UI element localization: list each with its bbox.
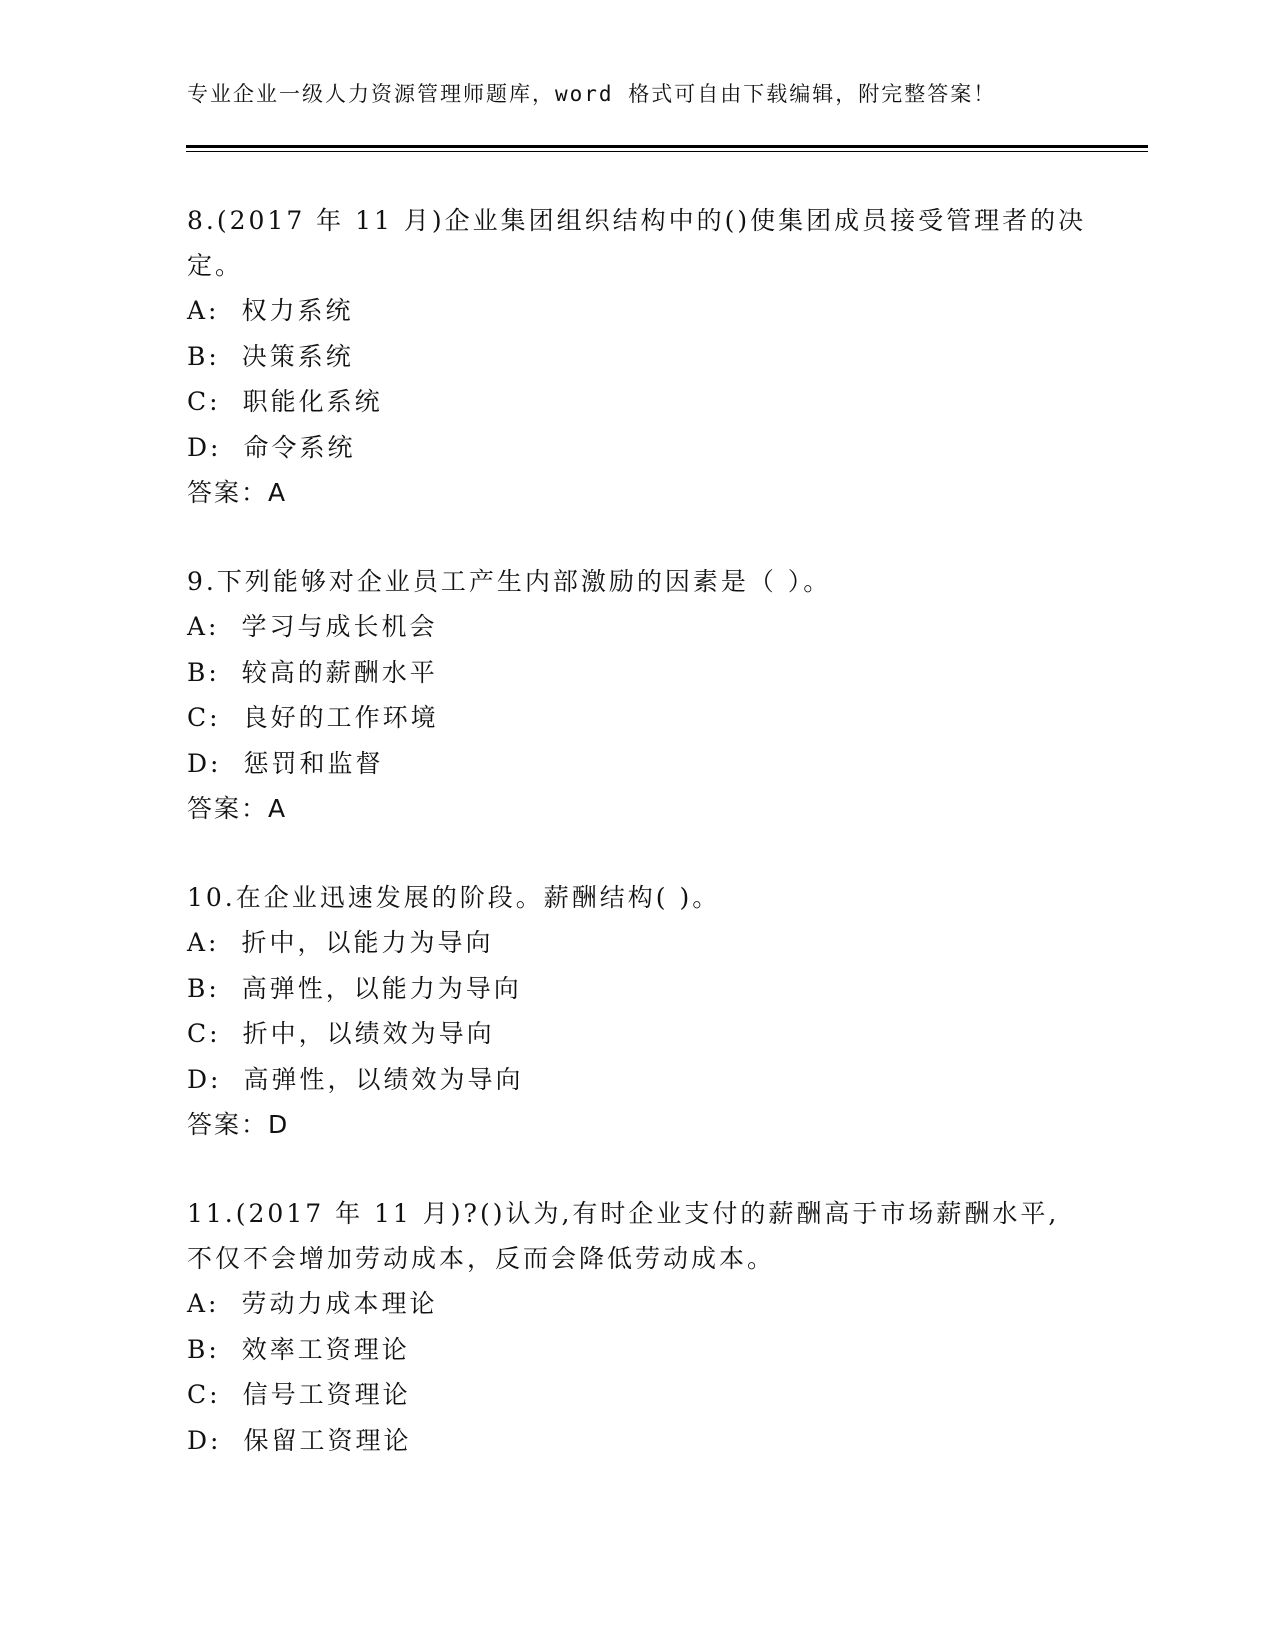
option-text: 信号工资理论 <box>242 1380 411 1409</box>
answer-line <box>187 1102 1087 1147</box>
option-letter: A: <box>187 928 220 957</box>
question-11 <box>187 1191 1087 1463</box>
option-text: 高弹性，以绩效为导向 <box>243 1064 524 1094</box>
answer-label: 答案： <box>187 1110 269 1139</box>
question-list <box>187 198 1087 1507</box>
answer-value: D <box>268 1110 290 1139</box>
question-stem: 9.下列能够对企业员工产生内部激励的因素是（ ）。 <box>187 567 832 596</box>
option-c <box>187 379 1087 425</box>
option-letter: C: <box>187 1380 221 1409</box>
option-letter: A: <box>187 296 220 325</box>
option-text: 折中，以能力为导向 <box>241 928 494 957</box>
option-text: 职能化系统 <box>242 387 383 416</box>
answer-label: 答案： <box>187 794 269 823</box>
option-text: 折中，以绩效为导向 <box>242 1019 495 1048</box>
question-stem: 8.(2017 年 11 月)企业集团组织结构中的()使集团成员接受管理者的决定。 <box>187 206 1087 280</box>
option-d <box>187 741 1087 787</box>
answer-line <box>187 470 1087 515</box>
option-text: 保留工资理论 <box>243 1425 412 1455</box>
header-rule-thick <box>186 145 1148 148</box>
option-b <box>187 334 1087 380</box>
answer-label: 答案： <box>187 478 269 507</box>
option-text: 良好的工作环境 <box>242 703 439 732</box>
option-a <box>187 604 1087 650</box>
option-letter: D: <box>187 748 222 778</box>
option-text: 权力系统 <box>241 296 354 325</box>
page-header: 专业企业一级人力资源管理师题库，word 格式可自由下载编辑，附完整答案！ <box>187 82 997 106</box>
option-a <box>187 920 1087 966</box>
option-letter: D: <box>187 432 222 462</box>
option-c <box>187 1011 1087 1057</box>
option-b <box>187 650 1087 696</box>
option-a <box>187 288 1087 334</box>
option-text: 较高的薪酬水平 <box>241 657 438 687</box>
option-letter: B: <box>187 973 220 1003</box>
option-text: 决策系统 <box>241 341 354 371</box>
question-9 <box>187 559 1087 831</box>
question-stem: 11.(2017 年 11 月)?()认为,有时企业支付的薪酬高于市场薪酬水平,不仅不会增加劳动成本，反而会降低劳动成本。 <box>187 1199 1060 1273</box>
option-letter: C: <box>187 387 221 416</box>
option-letter: D: <box>187 1425 222 1455</box>
question-8 <box>187 198 1087 515</box>
option-c <box>187 1372 1087 1418</box>
option-b <box>187 1327 1087 1373</box>
option-letter: C: <box>187 1019 221 1048</box>
option-letter: C: <box>187 703 221 732</box>
answer-line <box>187 786 1087 831</box>
option-text: 惩罚和监督 <box>243 748 384 778</box>
option-d <box>187 1057 1087 1103</box>
option-letter: B: <box>187 341 220 371</box>
option-letter: D: <box>187 1064 222 1094</box>
header-rule-thin <box>186 151 1148 152</box>
option-text: 高弹性，以能力为导向 <box>241 973 522 1003</box>
option-c <box>187 695 1087 741</box>
option-letter: B: <box>187 1334 220 1364</box>
option-letter: A: <box>187 1289 220 1318</box>
answer-value: A <box>268 794 288 823</box>
option-text: 劳动力成本理论 <box>241 1289 438 1318</box>
option-letter: B: <box>187 657 220 687</box>
option-d <box>187 425 1087 471</box>
option-b <box>187 966 1087 1012</box>
option-a <box>187 1281 1087 1327</box>
option-letter: A: <box>187 612 220 641</box>
answer-value: A <box>268 478 288 507</box>
option-text: 学习与成长机会 <box>241 612 438 641</box>
option-text: 效率工资理论 <box>241 1334 410 1364</box>
option-d <box>187 1418 1087 1464</box>
question-stem: 10.在企业迅速发展的阶段。薪酬结构( )。 <box>187 883 721 912</box>
question-10 <box>187 875 1087 1147</box>
option-text: 命令系统 <box>243 432 356 462</box>
